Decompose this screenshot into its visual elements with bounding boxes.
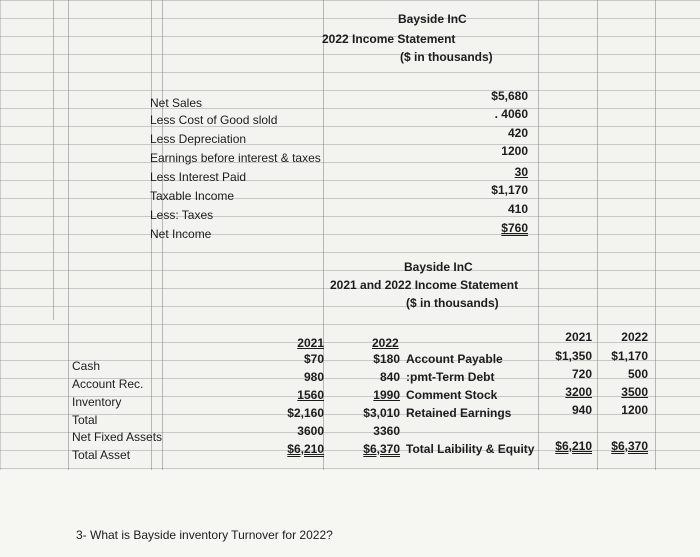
row-label: Net Sales	[150, 96, 203, 110]
statement-units: ($ in thousands)	[400, 50, 493, 64]
row-label: Earnings before interest & taxes	[150, 151, 321, 165]
liab-year-2022: 2022	[621, 330, 648, 344]
asset-2021: $70	[303, 352, 324, 366]
liab-2022: 3500	[621, 385, 648, 399]
statement-units-2: ($ in thousands)	[406, 296, 499, 310]
row-label: Less Cost of Good slold	[150, 113, 278, 127]
row-value: $5,680	[491, 89, 528, 103]
asset-2021: $2,160	[287, 406, 324, 420]
liab-2022: $6,370	[611, 439, 648, 453]
asset-2022: $3,010	[363, 406, 400, 420]
company-name-2: Bayside InC	[404, 260, 473, 274]
liab-2021: $6,210	[555, 439, 592, 453]
asset-label: Net Fixed Assets	[72, 430, 163, 444]
company-name: Bayside InC	[398, 12, 467, 26]
row-value: $1,170	[491, 183, 528, 197]
row-label: Less Interest Paid	[150, 170, 247, 184]
grid-line	[597, 0, 598, 470]
row-label: Taxable Income	[150, 189, 235, 203]
liab-2021: $1,350	[555, 349, 592, 363]
row-value: . 4060	[494, 107, 528, 121]
asset-2022: 1990	[373, 388, 400, 402]
liab-label: Total Laibility & Equity	[406, 442, 535, 456]
asset-2022: 840	[379, 370, 400, 384]
liab-label: :pmt-Term Debt	[406, 370, 495, 384]
liab-label: Account Payable	[406, 352, 503, 366]
grid-line	[53, 0, 54, 320]
row-label: Less: Taxes	[150, 208, 214, 222]
liab-2022: 500	[627, 367, 648, 381]
row-value: 1200	[501, 144, 528, 158]
asset-2021: 3600	[297, 424, 324, 438]
statement-title: 2022 Income Statement	[322, 32, 456, 46]
grid-line	[538, 0, 539, 470]
statement-title-2: 2021 and 2022 Income Statement	[330, 278, 519, 292]
asset-2022: $6,370	[363, 442, 400, 456]
question-text: 3- What is Bayside inventory Turnover for 2022?	[76, 528, 333, 542]
row-value: 30	[514, 165, 528, 179]
row-value: 420	[507, 126, 528, 140]
liab-2021: 940	[571, 403, 592, 417]
asset-2021: 980	[303, 370, 324, 384]
asset-label: Cash	[72, 359, 101, 373]
row-value: $760	[501, 221, 528, 235]
liab-label: Comment Stock	[406, 388, 498, 402]
asset-2022: 3360	[373, 424, 400, 438]
asset-label: Total	[72, 413, 98, 427]
asset-label: Total Asset	[72, 448, 131, 462]
liab-2021: 720	[571, 367, 592, 381]
assets-year-2022: 2022	[372, 336, 399, 350]
liab-2022: $1,170	[611, 349, 648, 363]
asset-label: Inventory	[72, 395, 122, 409]
liab-year-2021: 2021	[565, 330, 592, 344]
liab-2022: 1200	[621, 403, 648, 417]
asset-2022: $180	[373, 352, 400, 366]
grid-line	[655, 0, 656, 470]
asset-2021: $6,210	[287, 442, 324, 456]
blank-area	[0, 470, 700, 557]
asset-label: Account Rec.	[72, 377, 144, 391]
row-value: 410	[507, 202, 528, 216]
assets-year-2021: 2021	[297, 336, 324, 350]
liab-label: Retained Earnings	[406, 406, 512, 420]
liab-2021: 3200	[565, 385, 592, 399]
row-label: Less Depreciation	[150, 132, 247, 146]
row-label: Net Income	[150, 227, 212, 241]
asset-2021: 1560	[297, 388, 324, 402]
grid-line	[68, 0, 69, 470]
